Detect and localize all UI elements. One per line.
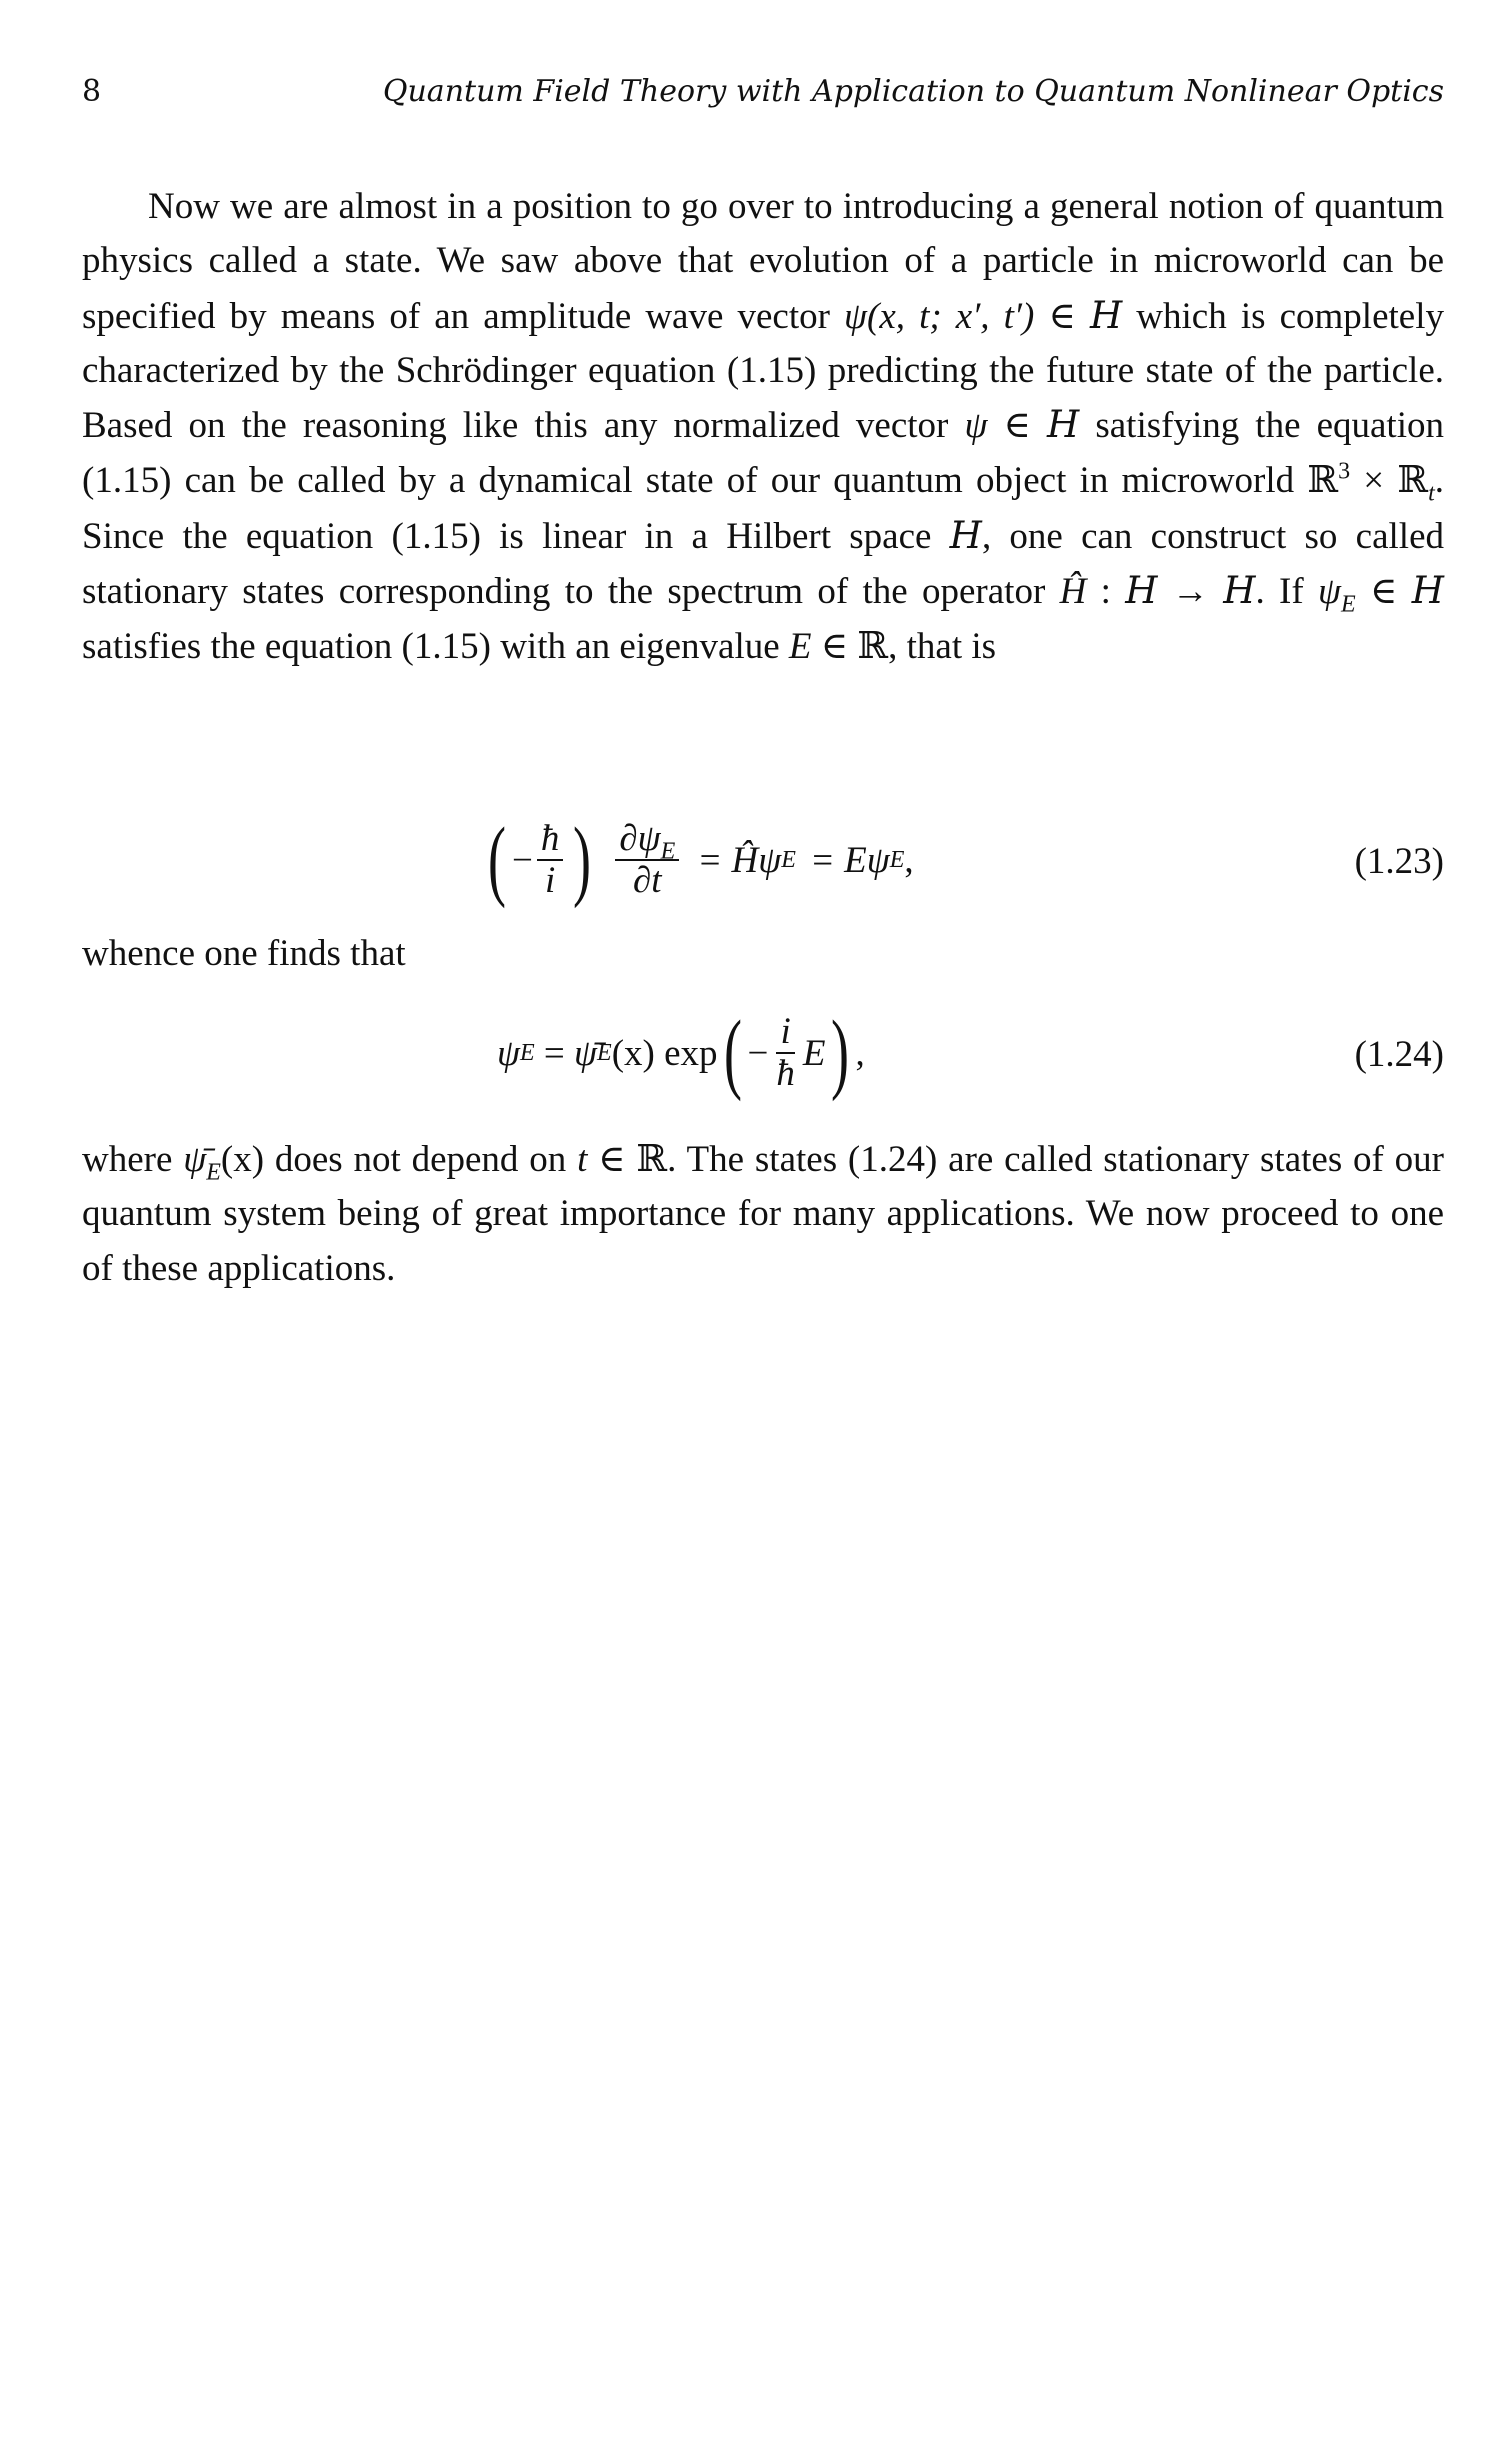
- denominator: i: [544, 860, 556, 901]
- paragraph-3: [82, 1132, 1444, 1296]
- equation-lhs: ψ: [497, 1032, 520, 1074]
- math-reals: ℝ: [1307, 458, 1339, 502]
- text-run: ∈: [1355, 571, 1412, 613]
- paragraph-2: whence one finds that: [82, 933, 406, 974]
- fraction-hbar-over-i: [537, 819, 564, 901]
- equation-body: ( − $\frac{ħ}{i}$ ) $\frac{\partial\psi_E}{\partial t}$ = Ĥψ E = Eψ E ,: [487, 810, 914, 909]
- equation-rhs: = Eψ: [809, 839, 890, 881]
- math-psi-bar: ψ̄: [183, 1139, 207, 1180]
- text-run: satisfies the equation (1.15) with an eigenvalue: [82, 626, 789, 668]
- text-run: which is completely characterized by the Schrödinger equation (1.15) predicting the future state of the particle. Based on the reasoning like this any normalized vector: [82, 295, 1444, 447]
- equation-number: (1.24): [1354, 1034, 1444, 1075]
- running-title: Quantum Field Theory with Application to Quantum Nonlinear Optics: [382, 74, 1444, 109]
- math-reals: ℝ: [636, 1137, 668, 1180]
- page-header: [82, 70, 1444, 114]
- right-paren: ): [831, 1003, 850, 1102]
- equation-1-24: [82, 998, 1444, 1108]
- left-paren: (: [723, 1003, 742, 1102]
- comma: ,: [855, 1032, 865, 1074]
- math-energy: E: [788, 626, 812, 668]
- left-paren: (: [487, 810, 506, 909]
- equation-number: (1.23): [1354, 841, 1444, 882]
- text-run: where: [82, 1139, 184, 1180]
- comma: ,: [904, 839, 914, 881]
- dpsi: ∂ψ: [619, 818, 661, 859]
- math-time: t: [577, 1139, 588, 1180]
- text-run: . The states (1.24) are called stationary states of our quantum system being of great importance for many applications. We now proceed to one of these applications.: [82, 1139, 1445, 1289]
- math-hilbert-space: H: [1125, 569, 1158, 613]
- text-run: . Since the equation (1.15) is linear in a Hilbert space: [82, 460, 1444, 557]
- math-subscript: E: [1341, 591, 1356, 618]
- exp-arg: (x) exp: [611, 1032, 718, 1074]
- text-run: (x) does not depend on: [220, 1139, 578, 1180]
- numerator: [615, 818, 679, 865]
- math-hamiltonian: Ĥ: [1059, 571, 1087, 613]
- math-psi: ψ: [964, 405, 988, 447]
- text-run: ∈: [1034, 295, 1090, 337]
- minus-sign: −: [747, 1032, 769, 1074]
- equation-1-23: [82, 805, 1444, 915]
- psi-bar: ψ̄: [574, 1032, 598, 1074]
- text-run: :: [1086, 571, 1126, 613]
- math-subscript: E: [660, 838, 676, 865]
- math-hilbert-space: H: [1223, 569, 1256, 613]
- text-run: ×: [1350, 460, 1398, 502]
- math-reals: ℝ: [857, 624, 889, 668]
- math-subscript: t: [1428, 480, 1435, 507]
- denominator: ħ: [776, 1053, 795, 1094]
- equals-sign: =: [534, 1032, 575, 1074]
- text-run: , that is: [888, 626, 997, 668]
- math-hilbert-space: H: [1046, 403, 1080, 447]
- numerator: i: [776, 1012, 794, 1054]
- paragraph-1: [82, 180, 1444, 675]
- math-superscript: 3: [1338, 459, 1351, 486]
- fraction-partial: [615, 819, 679, 901]
- text-run: . If: [1255, 571, 1319, 613]
- denominator: ∂t: [633, 860, 662, 901]
- text-run: ∈: [811, 626, 858, 668]
- math-psi-args: ψ(x, t; x′, t′): [844, 295, 1035, 337]
- numerator: ħ: [537, 819, 564, 861]
- math-subscript: E: [206, 1159, 221, 1186]
- page-number: 8: [82, 74, 102, 109]
- text-run: ∈: [987, 405, 1047, 447]
- fraction-i-over-hbar: [772, 1012, 799, 1094]
- equation-body: ψ E = ψ̄ E (x) exp ( − $\frac{i}{ħ}$ E ) ,: [497, 1003, 865, 1102]
- math-hilbert-space: H: [1089, 293, 1123, 337]
- math-psi: ψ: [1318, 571, 1342, 613]
- right-paren: ): [573, 810, 592, 909]
- text-run: Now we are almost in a position to go over to introducing a general notion of quantum physics called a state. We saw above that evolution of a particle in microworld can be specified by means of an amplitude wave vector: [82, 186, 1444, 337]
- minus-sign: −: [511, 839, 533, 881]
- math-arrow: →: [1157, 571, 1224, 613]
- equation-rhs: = Ĥψ: [697, 839, 782, 881]
- text-run: ∈: [587, 1139, 637, 1180]
- math-reals: ℝ: [1397, 458, 1429, 502]
- text-run: satisfying the equation (1.15) can be called by a dynamical state of our quantum object in microworld: [82, 405, 1444, 502]
- math-energy: E: [802, 1032, 826, 1074]
- math-hilbert-space: H: [1411, 569, 1445, 613]
- text-run: , one can construct so called stationary states corresponding to the spectrum of the operator: [82, 515, 1444, 613]
- math-hilbert-space: H: [949, 513, 982, 557]
